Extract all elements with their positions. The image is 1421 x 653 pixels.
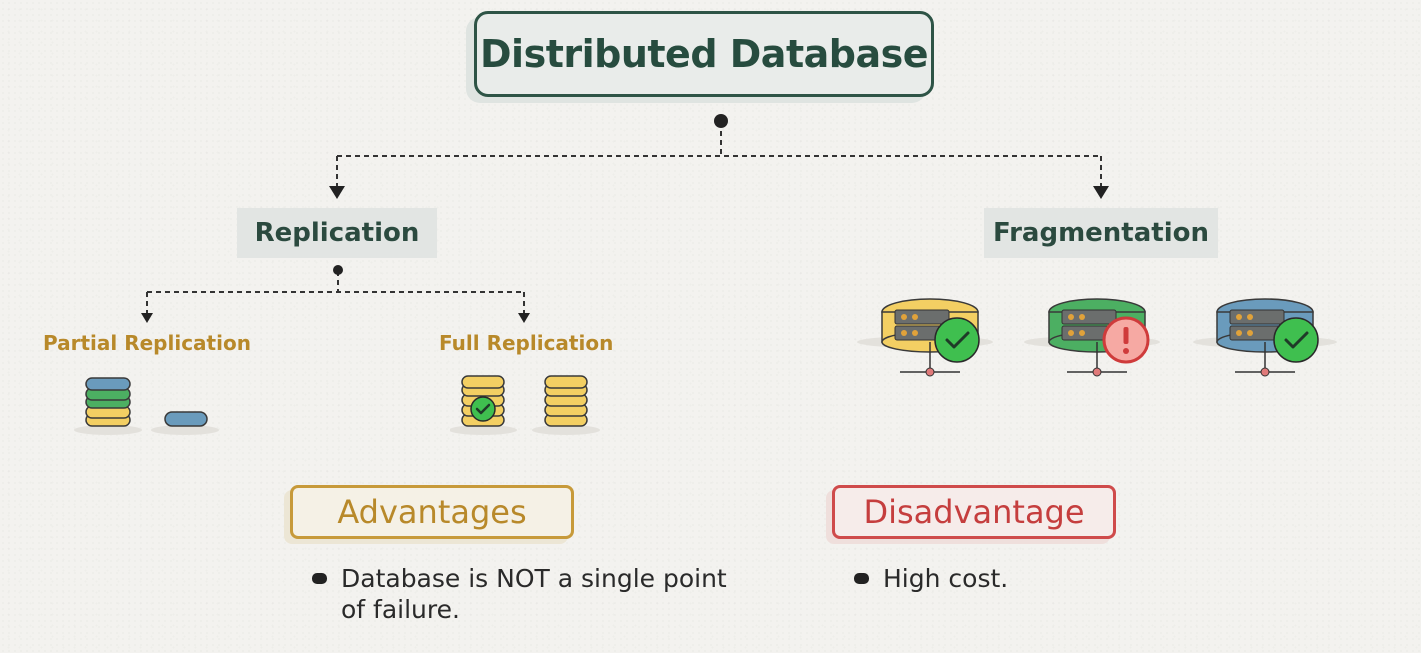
fragmentation-node: Fragmentation [984, 208, 1218, 258]
arrow-partial [141, 313, 153, 323]
advantage-text: Database is NOT a single point of failure. [341, 564, 727, 624]
full-replication-label: Full Replication [439, 331, 614, 355]
bullet-icon [312, 573, 327, 584]
partial-replication-label: Partial Replication [43, 331, 251, 355]
check-icon [1274, 318, 1318, 362]
advantage-item [312, 563, 732, 625]
root-dot [714, 114, 728, 128]
diagram-title: Distributed Database [474, 11, 934, 97]
arrow-fragmentation [1093, 186, 1109, 199]
fragment-server-green [1022, 292, 1162, 382]
full-replication-icon [450, 370, 610, 440]
arrow-full [518, 313, 530, 323]
disadvantage-text: High cost. [883, 564, 1009, 593]
fragment-server-yellow [855, 292, 995, 382]
fragment-server-blue [1190, 292, 1340, 382]
partial-replication-icon [70, 370, 230, 440]
arrow-replication [329, 186, 345, 199]
check-icon [935, 318, 979, 362]
bullet-icon [854, 573, 869, 584]
disadvantage-heading: Disadvantage [832, 485, 1116, 539]
replication-dot [333, 265, 343, 275]
advantages-heading: Advantages [290, 485, 574, 539]
check-icon [471, 397, 495, 421]
replication-node: Replication [237, 208, 437, 258]
disadvantage-item [854, 563, 1154, 594]
